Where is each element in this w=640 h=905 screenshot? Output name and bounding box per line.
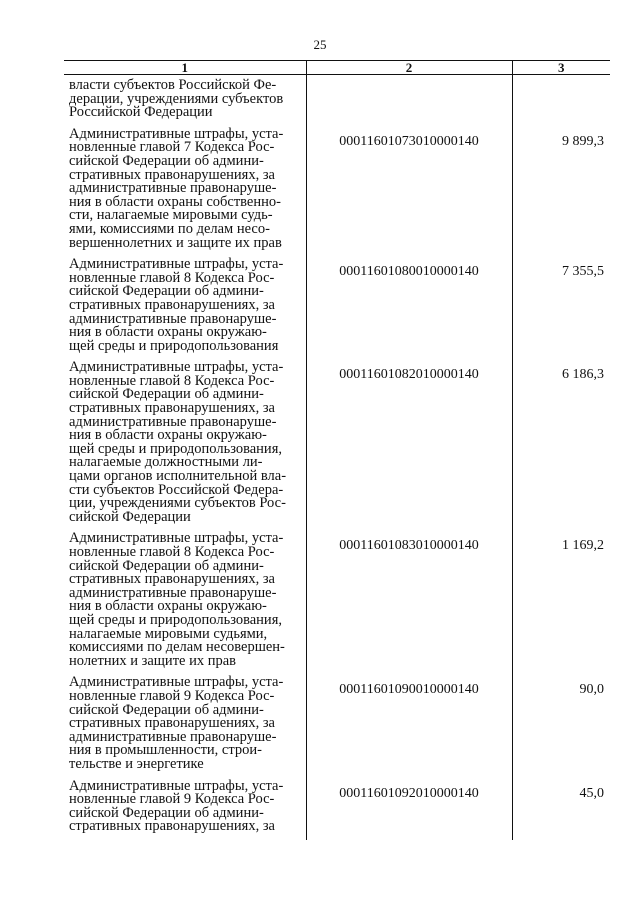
row-amount: 90,0 bbox=[512, 674, 610, 777]
table-row bbox=[64, 674, 610, 777]
table-row bbox=[64, 126, 610, 256]
table-row bbox=[64, 530, 610, 674]
row-description: власти субъектов Российской Фе- дерации, учреждениями субъектов Российской Федерации bbox=[69, 77, 284, 121]
column-header-2: 2 bbox=[306, 61, 512, 75]
table-row bbox=[64, 256, 610, 359]
table-row bbox=[64, 359, 610, 530]
row-description: Административные штрафы, уста- новленные главой 9 Кодекса Рос- сийской Федерации об админи- стративных правонарушениях, за административные правонаруше- ния в промышленности, строи- тельстве и энергетике bbox=[69, 674, 284, 772]
row-amount: 7 355,5 bbox=[512, 256, 610, 359]
row-description: Административные штрафы, уста- новленные главой 8 Кодекса Рос- сийской Федерации об админи- стративных правонарушениях, за административные правонаруше- ния в области охраны окружаю- щей среды и природопользования, налагаемые должностными ли- цами органов исполнительной вла- сти субъектов Российской Федера- ции, учреждениями субъектов Рос- сийской Федерации bbox=[69, 359, 287, 525]
row-code: 00011601073010000140 bbox=[306, 126, 512, 256]
row-description: Административные штрафы, уста- новленные главой 8 Кодекса Рос- сийской Федерации об админи- стративных правонарушениях, за административные правонаруше- ния в области охраны окружаю- щей среды и природопользования bbox=[69, 256, 284, 354]
table-row bbox=[64, 75, 610, 126]
page-number: 25 bbox=[313, 37, 327, 52]
column-header-3: 3 bbox=[512, 61, 610, 75]
column-header-1: 1 bbox=[64, 61, 306, 75]
row-code: 00011601092010000140 bbox=[306, 778, 512, 840]
row-description: Административные штрафы, уста- новленные главой 8 Кодекса Рос- сийской Федерации об админи- стративных правонарушениях, за административные правонаруше- ния в области охраны окружаю- щей среды и природопользования, налагаемые мировыми судьями, комиссиями по делам несовершен- нолетних и защите их прав bbox=[69, 530, 285, 669]
row-code: 00011601080010000140 bbox=[306, 256, 512, 359]
table-header-row bbox=[64, 61, 610, 75]
row-description: Административные штрафы, уста- новленные главой 9 Кодекса Рос- сийской Федерации об админи- стративных правонарушениях, за bbox=[69, 777, 284, 835]
table-row bbox=[64, 778, 610, 840]
row-code: 00011601090010000140 bbox=[306, 674, 512, 777]
row-code: 00011601082010000140 bbox=[306, 359, 512, 530]
row-description: Административные штрафы, уста- новленные главой 7 Кодекса Рос- сийской Федерации об админи- стративных правонарушениях, за административные правонаруше- ния в области охраны собственно- сти, налагаемые мировыми судь- ями, комиссиями по делам несо- вершеннолетних и защите их прав bbox=[69, 125, 284, 251]
row-code: 00011601083010000140 bbox=[306, 530, 512, 674]
row-amount: 1 169,2 bbox=[512, 530, 610, 674]
row-amount: 45,0 bbox=[512, 778, 610, 840]
row-amount: 6 186,3 bbox=[512, 359, 610, 530]
row-code bbox=[306, 75, 512, 126]
row-amount bbox=[512, 75, 610, 126]
row-amount: 9 899,3 bbox=[512, 126, 610, 256]
budget-revenue-table bbox=[64, 60, 610, 840]
